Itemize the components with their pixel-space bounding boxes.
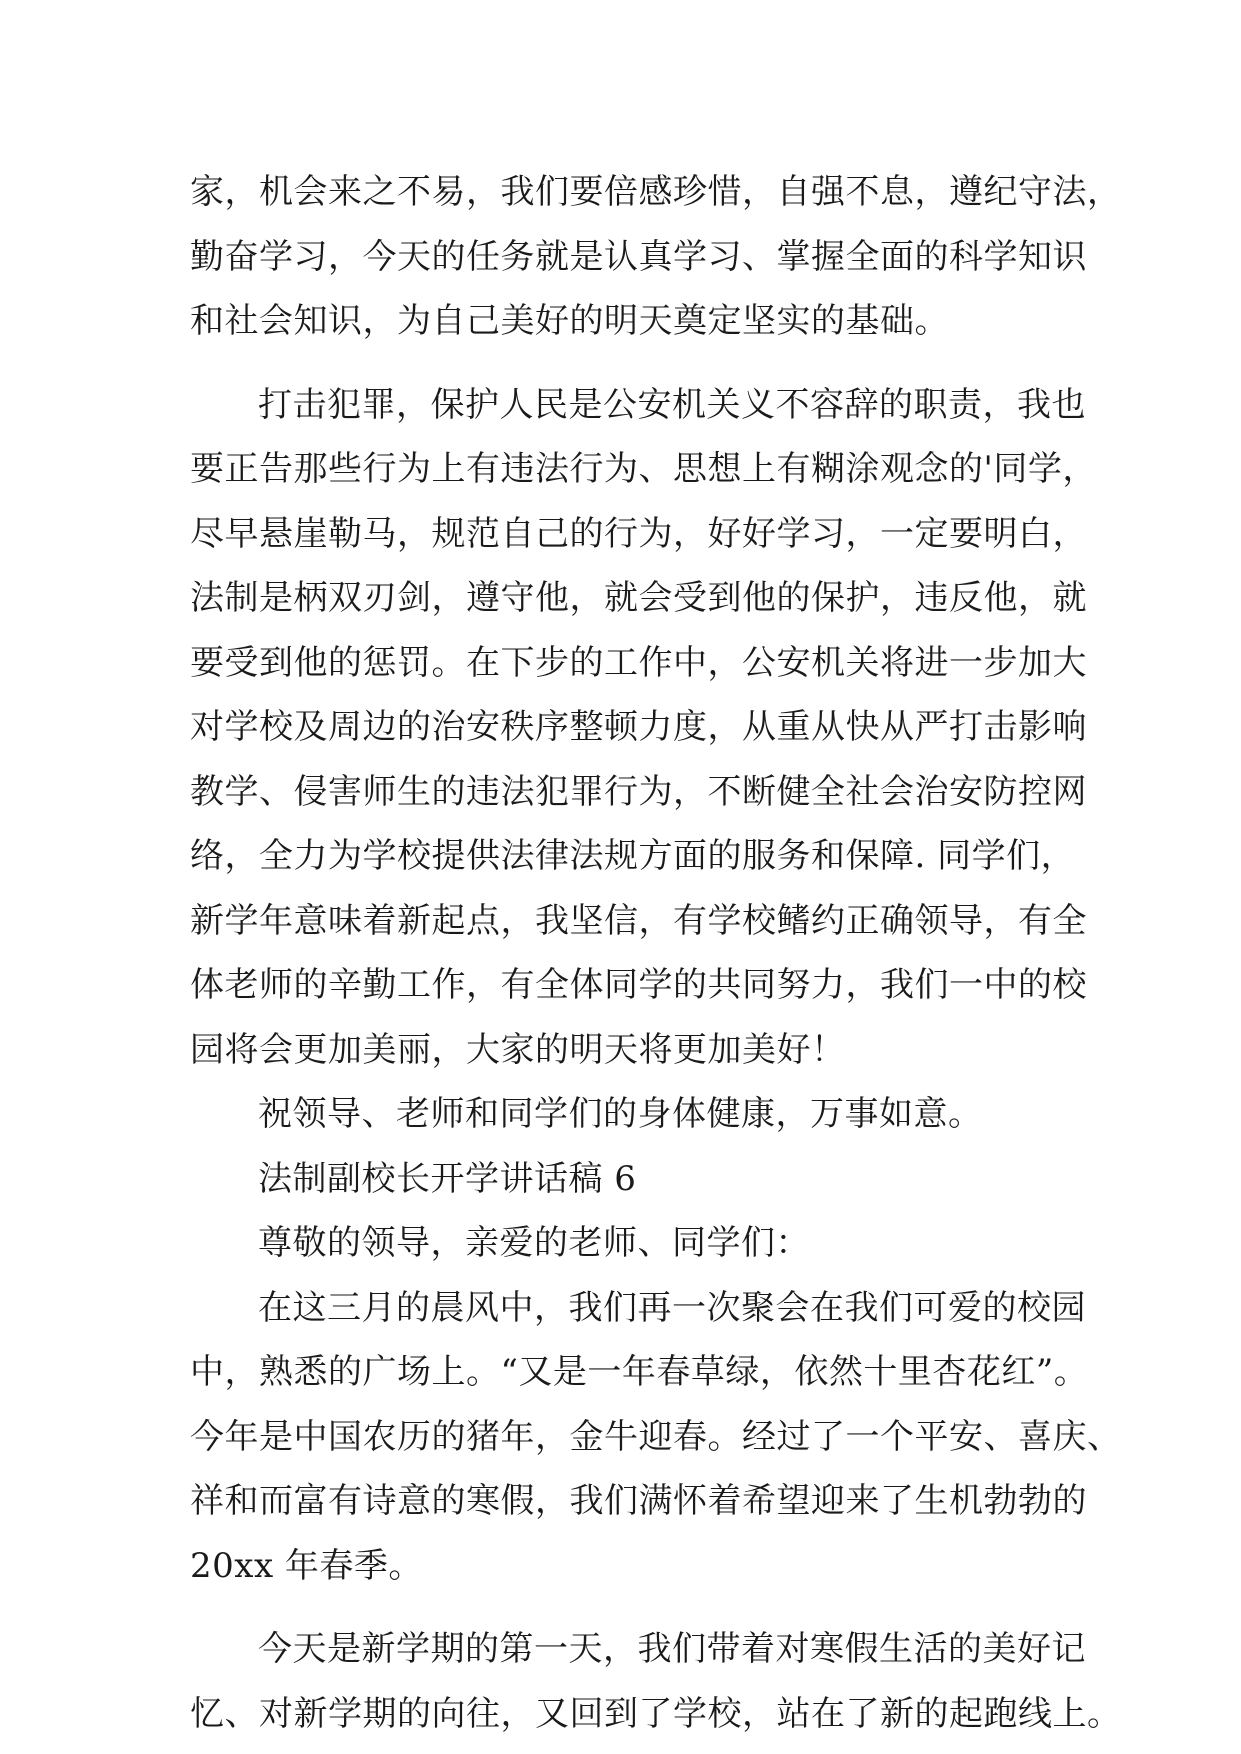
text-line: 在这三月的晨风中，我们再一次聚会在我们可爱的校园 bbox=[258, 1287, 1086, 1328]
text-line: 今天是新学期的第一天，我们带着对寒假生活的美好记 bbox=[258, 1629, 1086, 1669]
text-line: 打击犯罪，保护人民是公安机关义不容辞的职责，我也 bbox=[258, 384, 1086, 425]
text-line: 今年是中国农历的猪年，金牛迎春。经过了一个平安、喜庆、 bbox=[190, 1416, 1122, 1457]
paragraph bbox=[190, 1276, 1122, 1599]
text-line: 中，熟悉的广场上。“又是一年春草绿，依然十里杏花红”。 bbox=[190, 1352, 1089, 1392]
text-line: 要受到他的惩罚。在下步的工作中，公安机关将进一步加大 bbox=[190, 642, 1087, 683]
text-line: 对学校及周边的治安秩序整顿力度，从重从快从严打击影响 bbox=[190, 707, 1087, 747]
text-line: 勤奋学习，今天的任务就是认真学习、掌握全面的科学知识 bbox=[190, 236, 1087, 277]
text-line: 和社会知识，为自己美好的明天奠定坚实的基础。 bbox=[190, 301, 949, 341]
text-line: 络，全力为学校提供法律法规方面的服务和保障. 同学们， bbox=[190, 836, 1076, 876]
text-line: 忆、对新学期的向往，又回到了学校，站在了新的起跑线上。 bbox=[190, 1693, 1122, 1734]
text-line: 尽早悬崖勒马，规范自己的行为，好好学习，一定要明白， bbox=[190, 513, 1087, 554]
closing-wish: 祝领导、老师和同学们的身体健康，万事如意。 bbox=[258, 1094, 983, 1134]
text-line: 祥和而富有诗意的寒假，我们满怀着希望迎来了生机勃勃的 bbox=[190, 1481, 1087, 1521]
salutation: 尊敬的领导，亲爱的老师、同学们： bbox=[258, 1223, 810, 1263]
text-line: 新学年意味着新起点，我坚信，有学校鳍约正确领导，有全 bbox=[190, 900, 1087, 941]
document-body bbox=[190, 160, 1122, 1746]
paragraph bbox=[190, 373, 1097, 1083]
text-line: 教学、侵害师生的违法犯罪行为，不断健全社会治安防控网 bbox=[190, 771, 1087, 812]
text-line: 要正告那些行为上有违法行为、思想上有糊涂观念的'同学， bbox=[190, 449, 1097, 489]
text-line: 法制是柄双刃剑，遵守他，就会受到他的保护，违反他，就 bbox=[190, 578, 1087, 618]
text-line: 园将会更加美丽，大家的明天将更加美好！ bbox=[190, 1029, 846, 1070]
paragraph bbox=[190, 160, 1122, 354]
section-heading: 法制副校长开学讲话稿 6 bbox=[258, 1158, 637, 1199]
text-line: 家，机会来之不易，我们要倍感珍惜，自强不息，遵纪守法， bbox=[190, 172, 1122, 212]
text-line: 体老师的辛勤工作，有全体同学的共同努力，我们一中的校 bbox=[190, 965, 1087, 1005]
text-line: 20xx 年春季。 bbox=[190, 1545, 423, 1586]
paragraph bbox=[190, 1617, 1122, 1746]
